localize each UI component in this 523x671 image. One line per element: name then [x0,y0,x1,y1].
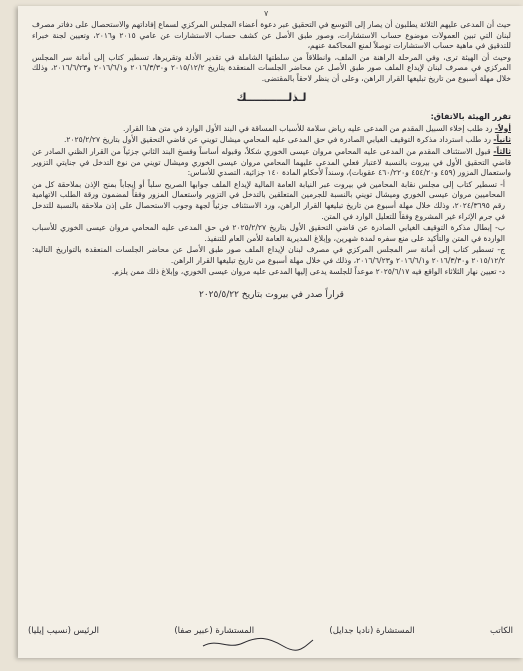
signature-clerk: الكاتب [490,626,513,636]
decision-subitem-c [32,245,511,266]
document-page [18,6,523,658]
intro-paragraph-2: وحيث أن الهيئة ترى، وفي المرحلة الراهنة من الملف، وانطلاقاً من سلطتها الشاملة في تقدير الأدلة وتقريرها، تسطير كتاب إلى أمانة سر المجلس المركزي في مصرف لبنان لإيداع الملف صور طبق الأصل عن محاضر الجلسات المنعقدة بتاريخ ٢٠١٥/١٢/٢ و٢٠١٦/٣/٣٠ و٢٠١٦/٦/١ و٢٠١٦/٦/٢٣، وذلك خلال مهلة أسبوع من تاريخ تبليغها القرار الراهن، وعلى أن ينظر لاحقاً بالمقتضى. [32,52,511,83]
decision-subitem-a [32,180,511,222]
item-label: أولاً- [494,123,511,133]
decision-item-2 [32,135,511,146]
item-label: ثالثاً- [493,146,511,156]
item-text: رد طلب استرداد مذكرة التوقيف الغيابي الصادرة في حق المدعى عليه المحامي ميشال تويني عن قاضي التحقيق الأول بتاريخ ٢٠٢٥/٢/٢٧. [63,135,491,145]
subitem-label: أ- [500,179,505,189]
subitem-label: ج- [497,245,505,255]
decision-item-1 [32,124,511,135]
subitem-text: إبطال مذكرة التوقيف الغيابي الصادرة عن قاضي التحقيق الأول بتاريخ ٢٠٢٥/٢/٢٧ في حق المدعى عليه المحامي مروان عيسى الخوري للأسباب الواردة في المتن والتأكيد على منع سفره لمدة شهرين، وإبلاغ المديرية العامة للأمن العام للتنفيذ. [32,223,505,243]
signature-counselor-1: المستشارة (ناديا جدايل) [329,626,415,636]
item-text: رد طلب إخلاء السبيل المقدم من المدعى عليه رياض سلامة للأسباب المساقة في البند الأول الوارد في متن هذا القرار. [123,123,493,133]
subitem-text: تعيين نهار الثلاثاء الواقع فيه ٢٠٢٥/٦/١٧ موعداً للجلسة يدعى إليها المدعى عليه مروان عيسى الخوري، وإبلاغ ذلك ممن يلزم. [111,267,497,277]
subitem-text: تسطير كتاب إلى أمانة سر المجلس المركزي في مصرف لبنان لإيداع الملف صور طبق الأصل عن محاضر الجلسات المنعقدة بالتواريخ التالية: ٢٠١٥/١٢/٢ و٢٠١٦/٣/٣٠ و٢٠١٦/٦/١ و٢٠١٦/٦/٢٣، وذلك في خلال مهلة أسبوع من تاريخ تبليغها القرار الراهن. [32,245,505,265]
section-divider: لـذلـــــــــــك [236,90,307,104]
signature-president: الرئيس (نسيب إيليا) [28,626,100,636]
decision-subitem-d [32,267,511,278]
subitem-text: تسطير كتاب إلى مجلس نقابة المحامين في بيروت عبر النيابة العامة المالية لإيداع الملف جوابها الصريح سلباً أو إيجاباً بمنح الإذن بملاحقة كل من المحاميين مروان عيسى الخوري وميشال تويني بالنسبة للجرمين المتعلقين بالتدخل في التزوير واستعمال المزور وفقاً لمضمون ورقة الطلب الاتهامية رقم ٢٠٢٤/٣٦٩٥، وذلك خلال مهلة أسبوع من تاريخ تبليغها القرار الراهن، ورد الاستئناف جزئياً لجهة وجوب الاستحصال على إذن ملاحقة بالنسبة للتدخل في جرم الإثراء غير المشروع وفقاً للتعليل الوارد في المتن. [32,179,506,221]
decision-subitem-b [32,223,511,244]
document-body [32,20,511,301]
signature-counselor-2: المستشارة (عبير صفا) [174,626,255,636]
handwritten-signature-mark [198,634,318,652]
page-number: ٧ [264,9,269,18]
intro-paragraph-1: حيث أن المدعى عليهم الثلاثة يطلبون أن يصار إلى التوسع في التحقيق عبر دعوة أعضاء المجلس المركزي لسماع إفاداتهم والاستحصال على دفاتر مصرف لبنان التي تبين العمولات موضوع حساب الاستشارات، وصور طبق الأصل عن كشف حساب الاستشارات عن عامي ٢٠١٥ و٢٠١٦، وتعيين لجنة خبراء للتدقيق في ماهية حساب الاستشارات توصلاً لمنع المحاكمة عنهم، [32,20,511,51]
subitem-label: د- [498,267,505,277]
section-title: تقرر الهيئة بالاتفاق: [430,112,511,122]
item-text: قبول الاستئناف المقدم من المدعى عليه المحامي مروان عيسى الخوري شكلاً، وقبوله أساساً وفسخ البند الثاني جزئياً من القرار الظني الصادر عن قاضي التحقيق الأول في بيروت بالنسبة لاعتبار فعلي المدعى عليهما المحامي مروان عيسى الخوري وميشال تويني من نوع التدخل في جنايتي التزوير واستعمال المزور (٤٥٩ و٤٥٤/٢٠ و٤٦٠/٢٢٠ عقوبات)، وسنداً لأحكام المادة ١٤٠ جزائية، التصدي للأساس: [32,146,511,178]
item-label: ثانياً- [493,135,511,145]
subitem-label: ب- [495,223,505,233]
decision-date: قراراً صدر في بيروت بتاريخ ٢٠٢٥/٥/٢٢ [199,290,344,301]
decision-item-3 [32,147,511,179]
